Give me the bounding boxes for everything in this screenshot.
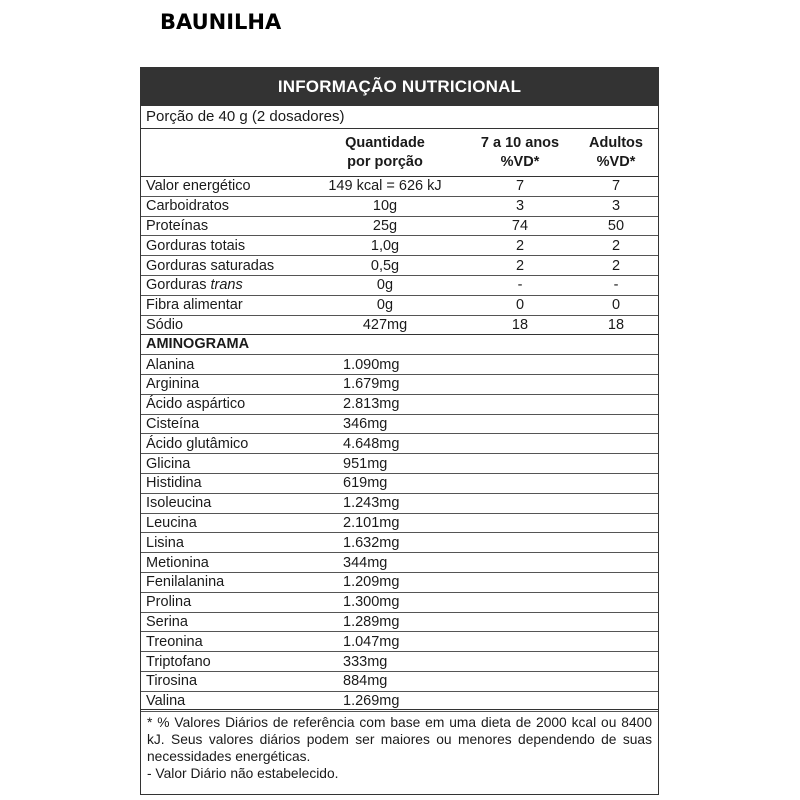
panel-title: INFORMAÇÃO NUTRICIONAL <box>141 68 658 106</box>
nutrient-adults-dv: 0 <box>611 297 621 314</box>
nutrient-name-text: Gorduras saturadas <box>146 257 275 274</box>
footnote <box>141 709 658 794</box>
nutrient-name <box>141 178 305 194</box>
amino-name: Metionina <box>146 554 209 571</box>
amino-name: Treonina <box>146 633 203 650</box>
nutrient-adults-dv: 7 <box>611 178 621 195</box>
list-item <box>141 474 658 494</box>
nutrient-quantity: 25g <box>372 217 398 234</box>
nutrient-name-text: Carboidratos <box>146 198 230 215</box>
amino-quantity: 2.101mg <box>343 514 400 531</box>
list-item <box>141 553 658 573</box>
portion-size: Porção de 40 g (2 dosadores) <box>141 106 658 129</box>
list-item <box>141 672 658 692</box>
list-item <box>141 514 658 534</box>
table-row <box>141 276 658 296</box>
list-item <box>141 632 658 652</box>
amino-name: Lisina <box>146 534 184 551</box>
amino-quantity: 333mg <box>343 653 388 670</box>
amino-name: Glicina <box>146 455 191 472</box>
nutrient-name <box>141 218 305 234</box>
amino-name: Ácido aspártico <box>146 396 246 413</box>
nutrition-facts-panel <box>140 67 659 795</box>
nutrient-kids-dv: 0 <box>515 297 525 314</box>
list-item <box>141 375 658 395</box>
amino-quantity: 951mg <box>343 455 388 472</box>
table-row <box>141 296 658 316</box>
amino-quantity: 2.813mg <box>343 396 400 413</box>
table-row <box>141 256 658 276</box>
nutrient-quantity: 1,0g <box>370 237 400 254</box>
adults-dv-column-header <box>575 129 657 176</box>
amino-name: Valina <box>146 693 186 710</box>
kids-header-line2: %VD* <box>500 153 540 170</box>
nutrient-column-header <box>141 129 305 176</box>
list-item <box>141 533 658 553</box>
amino-name: Serina <box>146 613 188 630</box>
table-row <box>141 316 658 336</box>
amino-name: Cisteína <box>146 415 200 432</box>
amino-quantity: 346mg <box>343 415 388 432</box>
list-item <box>141 652 658 672</box>
aminogram-rows <box>141 355 658 711</box>
table-row <box>141 236 658 256</box>
list-item <box>141 355 658 375</box>
list-item <box>141 613 658 633</box>
amino-quantity: 344mg <box>343 554 388 571</box>
nutrient-name-text: Gorduras totais <box>146 237 246 254</box>
list-item <box>141 593 658 613</box>
list-item <box>141 573 658 593</box>
table-row <box>141 177 658 197</box>
nutrient-kids-dv: 74 <box>511 217 529 234</box>
amino-quantity: 1.243mg <box>343 495 400 512</box>
nutrient-name-text: Sódio <box>146 316 184 333</box>
amino-name: Fenilalanina <box>146 574 225 591</box>
footnote-daily-values: * % Valores Diários de referência com base em uma dieta de 2000 kcal ou 8400 kJ. Seus valores diários podem ser maiores ou menores dependendo de suas necessidades energéticas. <box>147 715 652 764</box>
nutrient-name <box>141 277 305 293</box>
nutrient-name <box>141 258 305 274</box>
list-item <box>141 395 658 415</box>
table-row <box>141 197 658 217</box>
amino-name: Prolina <box>146 594 192 611</box>
nutrient-name <box>141 297 305 313</box>
nutrient-name-italic: trans <box>210 277 243 294</box>
nutrient-adults-dv: 18 <box>607 316 625 333</box>
nutrient-name-text: Valor energético <box>146 178 251 195</box>
nutrient-adults-dv: 50 <box>607 217 625 234</box>
amino-quantity: 1.289mg <box>343 613 400 630</box>
list-item <box>141 494 658 514</box>
amino-quantity: 884mg <box>343 673 388 690</box>
amino-name: Triptofano <box>146 653 211 670</box>
flavor-title: BAUNILHA <box>160 10 282 34</box>
nutrient-quantity: 149 kcal = 626 kJ <box>328 178 442 195</box>
nutrient-adults-dv: 3 <box>611 198 621 215</box>
adults-header-line2: %VD* <box>596 153 636 170</box>
footnote-not-established: - Valor Diário não estabelecido. <box>147 766 339 781</box>
amino-quantity: 1.632mg <box>343 534 400 551</box>
adults-header-line1: Adultos <box>589 134 643 151</box>
list-item <box>141 434 658 454</box>
amino-quantity: 1.209mg <box>343 574 400 591</box>
quantity-header-line2: por porção <box>347 153 423 170</box>
amino-quantity: 1.090mg <box>343 356 400 373</box>
amino-name: Isoleucina <box>146 495 212 512</box>
nutrient-adults-dv: - <box>613 277 619 294</box>
nutrient-adults-dv: 2 <box>611 237 621 254</box>
nutrient-kids-dv: 2 <box>515 257 525 274</box>
nutrient-rows <box>141 177 658 335</box>
nutrient-name-text: Fibra alimentar <box>146 297 243 314</box>
amino-quantity: 1.269mg <box>343 693 400 710</box>
amino-quantity: 1.679mg <box>343 376 400 393</box>
nutrient-name-text: Gorduras <box>146 277 207 294</box>
amino-quantity: 619mg <box>343 475 388 492</box>
column-headers <box>141 129 658 177</box>
nutrient-name-text: Proteínas <box>146 217 209 234</box>
nutrient-quantity: 0g <box>376 277 394 294</box>
kids-header-line1: 7 a 10 anos <box>480 134 560 151</box>
amino-name: Histidina <box>146 475 202 492</box>
nutrient-quantity: 0g <box>376 297 394 314</box>
nutrient-kids-dv: 3 <box>515 198 525 215</box>
table-row <box>141 217 658 237</box>
nutrient-name <box>141 317 305 333</box>
nutrient-name <box>141 198 305 214</box>
aminogram-title: AMINOGRAMA <box>141 335 658 355</box>
nutrient-quantity: 427mg <box>362 316 408 333</box>
quantity-column-header <box>305 129 465 176</box>
amino-name: Alanina <box>146 356 195 373</box>
amino-quantity: 1.300mg <box>343 594 400 611</box>
list-item <box>141 454 658 474</box>
amino-name: Leucina <box>146 514 197 531</box>
amino-name: Tirosina <box>146 673 198 690</box>
nutrient-kids-dv: - <box>517 277 523 294</box>
nutrient-kids-dv: 2 <box>515 237 525 254</box>
kids-dv-column-header <box>465 129 575 176</box>
amino-quantity: 1.047mg <box>343 633 400 650</box>
amino-name: Arginina <box>146 376 200 393</box>
amino-quantity: 4.648mg <box>343 435 400 452</box>
nutrient-name <box>141 238 305 254</box>
nutrient-kids-dv: 7 <box>515 178 525 195</box>
amino-name: Ácido glutâmico <box>146 435 249 452</box>
quantity-header-line1: Quantidade <box>345 134 425 151</box>
list-item <box>141 415 658 435</box>
nutrient-adults-dv: 2 <box>611 257 621 274</box>
nutrient-kids-dv: 18 <box>511 316 529 333</box>
nutrient-quantity: 0,5g <box>370 257 400 274</box>
nutrient-quantity: 10g <box>372 198 398 215</box>
